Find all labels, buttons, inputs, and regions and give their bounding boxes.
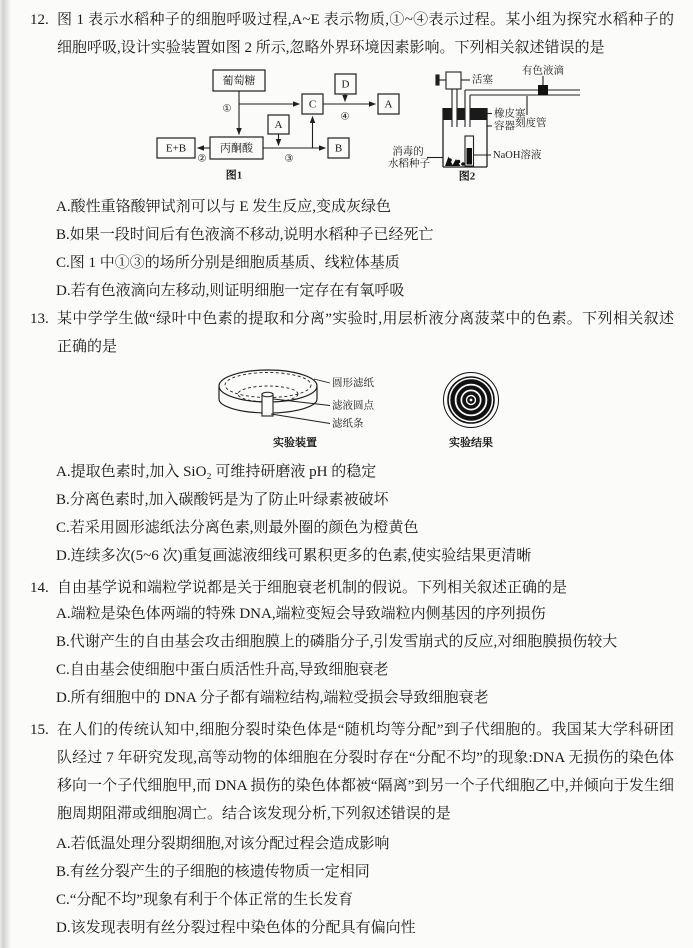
question-13-options [56,458,531,570]
c-label: C [308,98,317,111]
naoh-solution-fill [467,148,473,165]
paper-strip-label: 滤纸条 [332,418,364,430]
figure-2-caption: 图2 [458,170,476,183]
a-right-label: A [384,98,393,111]
figure-2-apparatus-diagram [388,60,590,185]
question-15-options [56,830,416,942]
step-2-label: ② [197,153,207,165]
ring-center [468,397,473,402]
question-15-number: 15. [30,722,49,738]
question-13-text: 某中学学生做“绿叶中色素的提取和分离”实验时,用层析液分离菠菜中的色素。下列相关叙述正确的是 [57,311,674,355]
device-caption: 实验装置 [273,437,317,450]
scale-tube-label: 刻度管 [515,117,547,129]
step-4-label: ④ [340,111,350,123]
figure-1-caption: 图1 [225,169,243,182]
question-13-stem [30,305,674,361]
ring-2 [448,377,494,423]
pyruvate-label: 丙酮酸 [220,142,253,155]
question-14-option-b: B.代谢产生的自由基会攻击细胞膜上的磷脂分子,引发雪崩式的反应,对细胞膜损伤较大 [56,634,618,650]
question-13-option-d: D.连续多次(5~6 次)重复画滤液细线可累积更多的色素,使实验结果更清晰 [56,548,532,564]
question-15-stem [30,716,674,828]
question-14-option-d: D.所有细胞中的 DNA 分子都有端粒结构,端粒受损会导致细胞衰老 [56,690,489,706]
question-15-option-a: A.若低温处理分裂期细胞,对该分配过程会造成影响 [56,836,390,852]
question-13-number: 13. [30,311,49,327]
question-14-option-a: A.端粒是染色体两端的特殊 DNA,端粒变短会导致端粒内侧基因的序列损伤 [56,606,546,622]
question-14-text: 自由基学说和端粒学说都是关于细胞衰老机制的假说。下列相关叙述正确的是 [57,580,568,596]
paper-strip-top [262,392,273,397]
filtrate-dot-label: 滤液圆点 [332,400,374,412]
question-12-option-b: B.如果一段时间后有色液滴不移动,说明水稻种子已经死亡 [56,227,434,243]
syringe-handle [436,75,439,85]
right-tube-gap [466,108,470,120]
left-tube-gap [453,108,457,120]
fig2-apparatus-lines [436,72,470,89]
question-12-option-c: C.图 1 中①③的场所分别是细胞质基质、线粒体基质 [56,255,400,271]
question-14-option-c: C.自由基会使细胞中蛋白质活性升高,导致细胞衰老 [56,662,389,678]
question-14-stem [30,574,674,602]
fig1-boxes [157,70,399,159]
question-12-text: 图 1 表示水稻种子的细胞呼吸过程,A~E 表示物质,①~④表示过程。某小组为探究水稻种子的细胞呼吸,设计实验装置如图 2 所示,忽略外界环境因素影响。下列相关叙述错误的是 [57,12,674,56]
paper-strip-leader [271,414,330,424]
question-12-option-d: D.若有色液滴向左移动,则证明细胞一定存在有氧呼吸 [56,283,405,299]
question-12-option-a: A.酸性重铬酸钾试剂可以与 E 发生反应,变成灰绿色 [56,199,391,215]
colored-droplet [538,85,548,95]
rice-seeds [445,157,465,167]
stopper-mid [457,108,465,120]
seed-5 [461,162,465,166]
piston-label: 活塞 [472,74,493,86]
question-13-option-c: C.若采用圆形滤纸法分离色素,则最外圈的颜色为橙黄色 [56,520,419,536]
vessel-label: 容器 [494,120,515,132]
figure-1-respiration-diagram [145,62,405,182]
glucose-label: 葡萄糖 [222,75,256,88]
seeds-label-line1: 消毒的 [392,146,424,158]
question-12-options [56,193,434,305]
stopper-right [470,108,487,120]
question-12-stem [30,6,674,62]
result-rings [444,373,499,428]
question-12-number: 12. [30,12,49,28]
seed-3 [448,158,452,162]
b-label: B [334,142,343,155]
question-14-number: 14. [30,580,49,596]
stopper-label: 橡皮塞 [494,108,526,120]
question-13-option-b: B.分离色素时,加入碳酸钙是为了防止叶绿素被破坏 [56,492,389,508]
step-1-label: ① [222,103,232,115]
question-15-option-d: D.该发现表明有丝分裂过程中染色体的分配具有偏向性 [56,920,416,936]
question-15-option-c: C.“分配不均”现象有利于个体正常的生长发育 [56,892,354,908]
question-15-text: 在人们的传统认知中,细胞分裂时染色体是“随机均等分配”到子代细胞的。我国某大学科研团队经过 7 年研究发现,高等动物的体细胞在分裂时存在“分配不均”的现象:DNA 无损伤的染色体移向一个子代细胞甲,而 DNA 损伤的染色体都被“隔离”到另一个子代细胞乙中,并倾向于发生细胞周期阻滞或细胞凋亡。结合该发现分析,下列叙述错误的是 [57,722,674,822]
question-15-option-b: B.有丝分裂产生的子细胞的核遗传物质一定相同 [56,864,370,880]
droplet-label: 有色液滴 [522,65,564,77]
scan-edge-shadow [0,0,11,948]
question-13-option-a: A.提取色素时,加入 SiO₂ 可维持研磨液 pH 的稳定 [56,464,377,480]
naoh-label: NaOH溶液 [493,149,542,161]
seed-4 [457,160,461,164]
chromatography-device [219,370,330,424]
d-label: D [341,78,350,91]
ring-5 [464,393,478,407]
filter-paper-label: 圆形滤纸 [332,377,374,389]
step-3-label: ③ [284,153,294,165]
stopper-left [443,108,452,120]
seeds-label-line2: 水稻种子 [388,158,430,170]
result-caption: 实验结果 [449,437,493,450]
a-mid-label: A [274,119,283,132]
figure-chromatography-diagram [180,366,510,454]
filtrate-dot-leader [274,399,331,406]
question-14-options [56,600,617,712]
eb-label: E+B [165,142,187,155]
syringe-body [446,72,461,89]
